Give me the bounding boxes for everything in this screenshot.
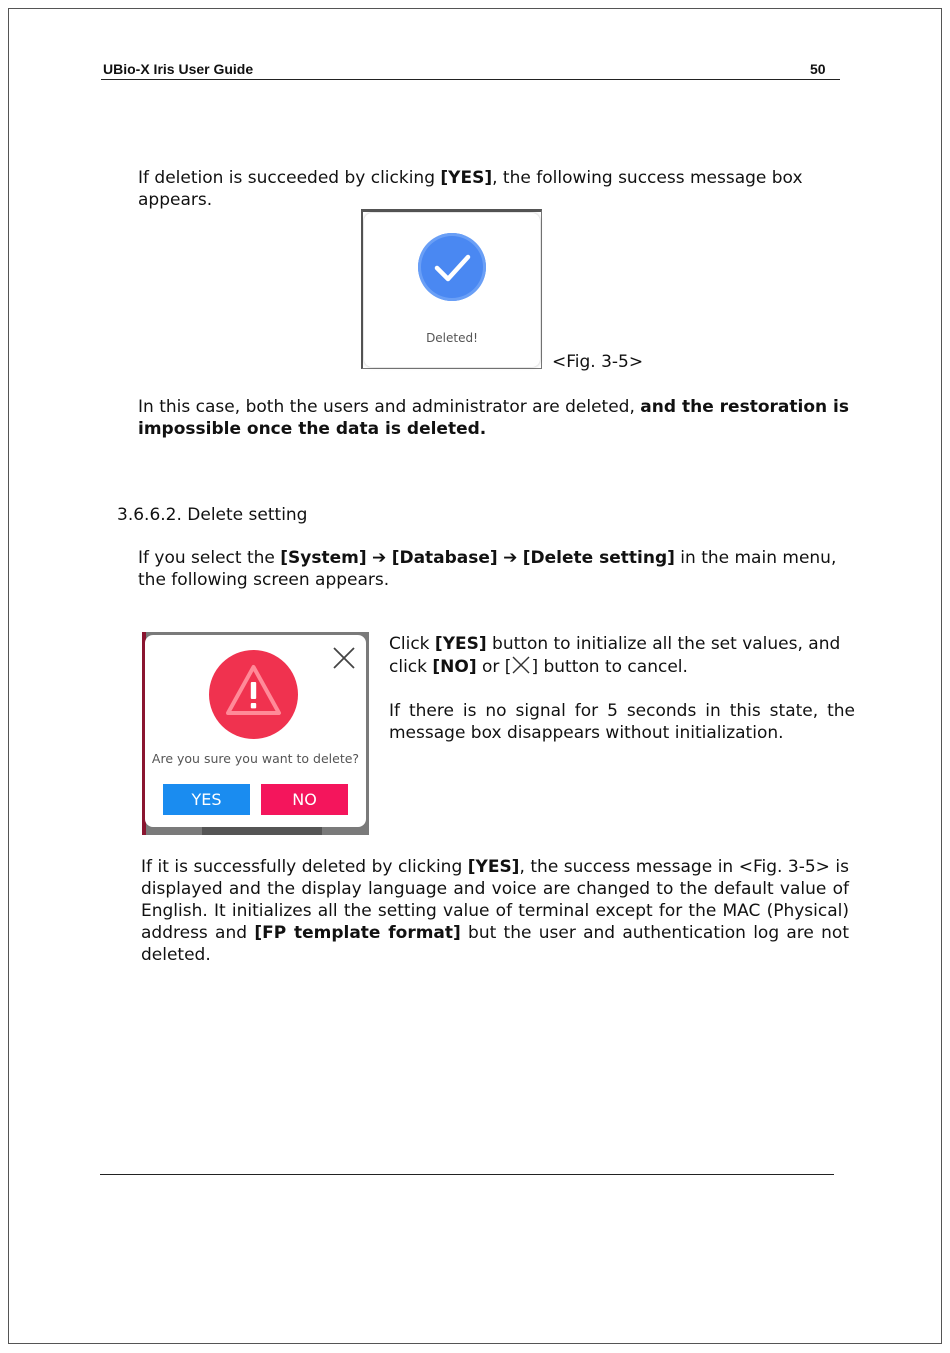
footer-rule xyxy=(100,1174,834,1175)
confirm-dialog-figure xyxy=(142,632,369,835)
yes-button[interactable]: YES xyxy=(163,784,250,815)
warning-paragraph: In this case, both the users and administrator are deleted, and the restoration is impossible once the data is deleted. xyxy=(138,397,849,439)
arrow-icon: ➔ xyxy=(503,548,518,568)
section-heading: 3.6.6.2. Delete setting xyxy=(117,505,308,525)
no-button[interactable]: NO xyxy=(261,784,348,815)
warning-icon xyxy=(209,650,298,739)
confirm-dialog xyxy=(145,635,366,827)
figure-caption: <Fig. 3-5> xyxy=(552,352,644,372)
arrow-icon: ➔ xyxy=(372,548,387,568)
intro-paragraph: If deletion is succeeded by clicking [YES], the following success message box appears. xyxy=(138,168,803,210)
menu-path-paragraph: If you select the [System] ➔ [Database] ➔ [Delete setting] in the main menu, the following screen appears. xyxy=(138,548,837,590)
header-title: UBio-X Iris User Guide xyxy=(103,61,254,77)
header-page-number: 50 xyxy=(810,61,826,77)
success-dialog-figure xyxy=(361,209,542,369)
check-icon xyxy=(418,233,486,301)
timeout-paragraph: If there is no signal for 5 seconds in this state, the message box disappears without initialization. xyxy=(389,701,855,743)
deleted-label: Deleted! xyxy=(426,331,478,345)
success-dialog xyxy=(364,213,540,367)
result-paragraph: If it is successfully deleted by clicking [YES], the success message in <Fig. 3-5> is displayed and the display language and voice are changed to the default value of English. It initializes all the setting value of terminal except for the MAC (Physical) address and [FP template format] but the user and authentication log are not deleted. xyxy=(141,857,849,965)
side-instructions: Click [YES] button to initialize all the set values, and click [NO] or [ ] button to cancel. xyxy=(389,634,841,677)
header-rule xyxy=(101,79,840,80)
close-icon xyxy=(511,655,531,675)
confirm-question: Are you sure you want to delete? xyxy=(151,751,360,766)
close-icon[interactable] xyxy=(332,646,356,670)
